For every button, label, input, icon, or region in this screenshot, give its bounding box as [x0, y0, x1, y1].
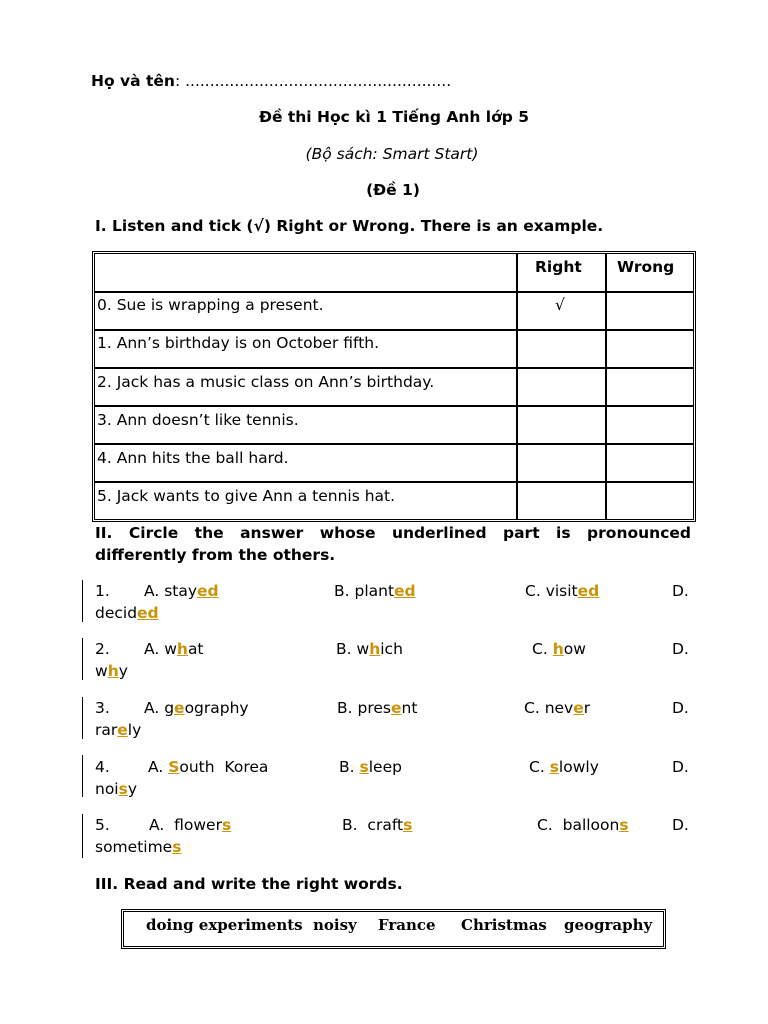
page-subtitle: (Bộ sách: Smart Start) [305, 145, 479, 163]
q3-option-d[interactable]: rarely [95, 721, 142, 739]
exam-number: (Đề 1) [366, 181, 420, 199]
q4-option-d[interactable]: noisy [95, 780, 138, 798]
section2-heading-line1: II. Circle the answer whose underlined part is pronounced [95, 524, 691, 542]
q4-option-c[interactable]: C. slowly [529, 758, 599, 776]
name-dots: : ...................................................... [174, 72, 452, 90]
table-row-3-text: 3. Ann doesn’t like tennis. [97, 411, 299, 429]
q1-option-d[interactable]: decided [95, 604, 159, 622]
q2-option-d[interactable]: why [95, 662, 128, 680]
table-row-0-right: √ [555, 296, 565, 314]
q4-option-a[interactable]: A. South Korea [148, 758, 269, 776]
word-bank-item: France [378, 916, 436, 934]
col-right-header: Right [535, 258, 582, 276]
q3-option-a[interactable]: A. geography [144, 699, 249, 717]
q5-option-d-letter: D. [672, 816, 689, 834]
name-label: Họ và tên [91, 72, 175, 90]
section3-heading: III. Read and write the right words. [95, 875, 403, 893]
section2-heading-line2: differently from the others. [95, 546, 336, 564]
table-row-4-text: 4. Ann hits the ball hard. [97, 449, 289, 467]
q5-num: 5. [95, 816, 110, 834]
q5-option-a[interactable]: A. flowers [149, 816, 232, 834]
q3-option-c[interactable]: C. never [524, 699, 591, 717]
q5-option-b[interactable]: B. crafts [342, 816, 413, 834]
table-row-2-text: 2. Jack has a music class on Ann’s birthday. [97, 373, 435, 391]
section1-heading: I. Listen and tick (√) Right or Wrong. There is an example. [95, 217, 604, 235]
q1-option-c[interactable]: C. visited [525, 582, 600, 600]
q3-option-d-letter: D. [672, 699, 689, 717]
word-bank-item: doing experiments [146, 916, 303, 934]
q5-option-d[interactable]: sometimes [95, 838, 182, 856]
q5-option-c[interactable]: C. balloons [537, 816, 629, 834]
q4-option-b[interactable]: B. sleep [339, 758, 402, 776]
table-row-5-text: 5. Jack wants to give Ann a tennis hat. [97, 487, 396, 505]
q2-option-b[interactable]: B. which [336, 640, 403, 658]
q1-option-d-letter: D. [672, 582, 689, 600]
q1-num: 1. [95, 582, 110, 600]
q2-num: 2. [95, 640, 110, 658]
q3-option-b[interactable]: B. present [337, 699, 418, 717]
table-row-0-text: 0. Sue is wrapping a present. [97, 296, 324, 314]
page-title: Đề thi Học kì 1 Tiếng Anh lớp 5 [258, 108, 530, 126]
q2-option-c[interactable]: C. how [532, 640, 586, 658]
q4-option-d-letter: D. [672, 758, 689, 776]
word-bank-item: noisy [313, 916, 357, 934]
word-bank-item: Christmas [461, 916, 547, 934]
q1-option-a[interactable]: A. stayed [144, 582, 219, 600]
table-row-1-text: 1. Ann’s birthday is on October fifth. [97, 334, 380, 352]
q3-num: 3. [95, 699, 110, 717]
q1-option-b[interactable]: B. planted [334, 582, 416, 600]
q4-num: 4. [95, 758, 110, 776]
name-line [91, 72, 451, 90]
listen-table [92, 251, 696, 522]
word-bank-box [121, 909, 666, 949]
col-wrong-header: Wrong [617, 258, 675, 276]
q2-option-a[interactable]: A. what [144, 640, 204, 658]
word-bank-item: geography [564, 916, 653, 934]
q2-option-d-letter: D. [672, 640, 689, 658]
